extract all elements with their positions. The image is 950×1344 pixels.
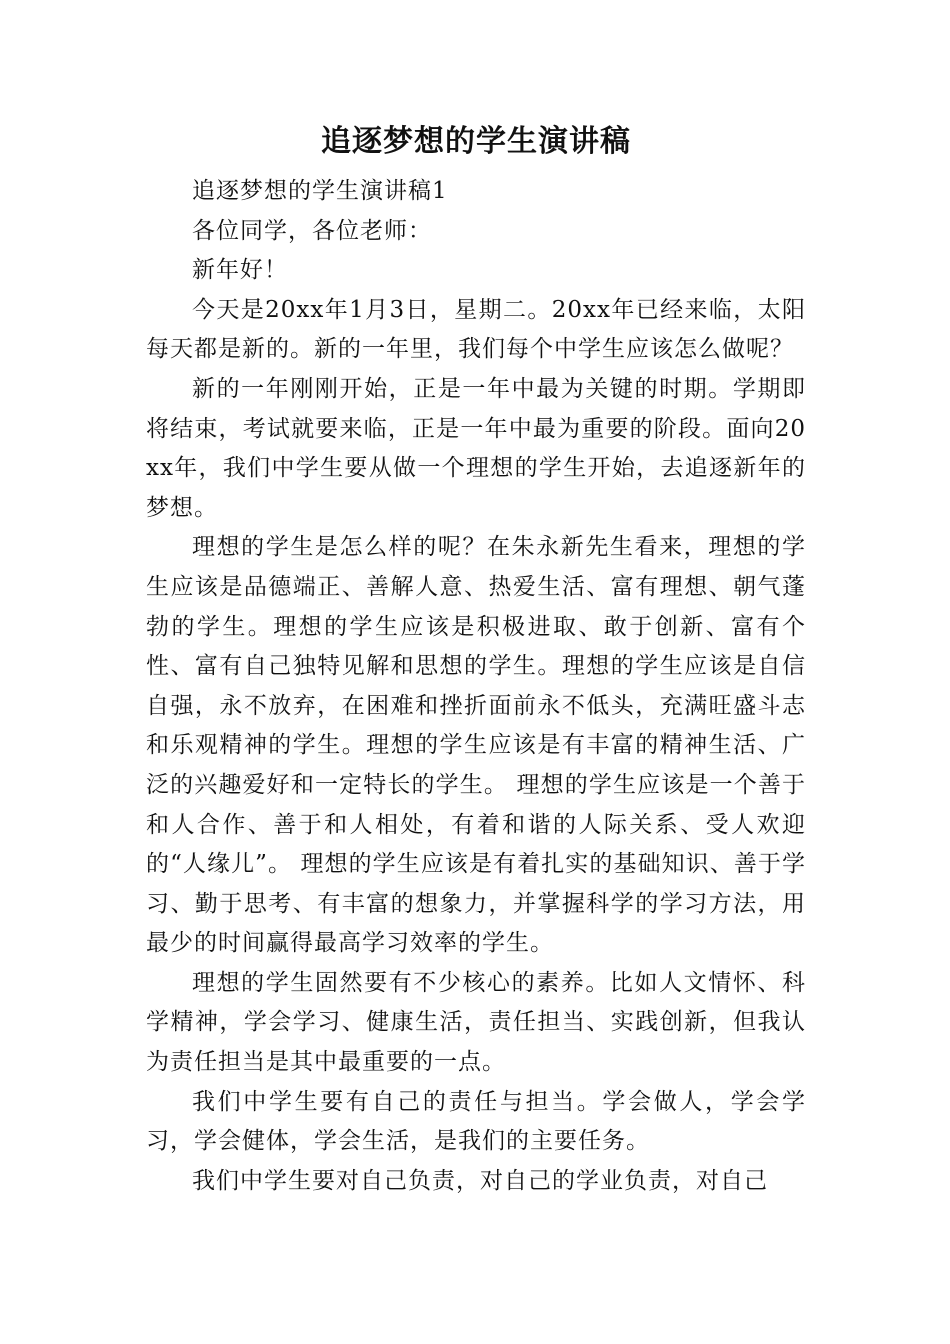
body-paragraph: 今天是20xx年1月3日，星期二。20xx年已经来临，太阳每天都是新的。新的一年里，我们每个中学生应该怎么做呢？ xyxy=(146,296,806,363)
body-paragraph: 我们中学生要对自己负责，对自己的学业负责，对自己 xyxy=(192,1167,768,1194)
body-paragraph: 理想的学生是怎么样的呢？在朱永新先生看来，理想的学生应该是品德端正、善解人意、热爱生活、富有理想、朝气蓬勃的学生。理想的学生应该是积极进取、敢于创新、富有个性、富有自己独特见解和思想的学生。理想的学生应该是自信自强，永不放弃，在困难和挫折面前永不低头，充满旺盛斗志和乐观精神的学生。理想的学生应该是有丰富的精神生活、广泛的兴趣爱好和一定特长的学生。 理想的学生应该是一个善于和人合作、善于和人相处，有着和谐的人际关系、受人欢迎的“人缘儿”。 理想的学生应该是有着扎实的基础知识、善于学习、勤于思考、有丰富的想象力，并掌握科学的学习方法，用最少的时间赢得最高学习效率的学生。 xyxy=(146,534,806,957)
body-paragraph: 新的一年刚刚开始，正是一年中最为关键的时期。学期即将结束，考试就要来临，正是一年中最为重要的阶段。面向20xx年，我们中学生要从做一个理想的学生开始，去追逐新年的梦想。 xyxy=(146,375,806,521)
subtitle-paragraph: 追逐梦想的学生演讲稿1 xyxy=(192,178,448,204)
document-title: 追逐梦想的学生演讲稿 xyxy=(321,124,631,159)
salutation-paragraph: 各位同学，各位老师： xyxy=(192,217,432,244)
document-page xyxy=(146,118,806,1201)
body-paragraph: 理想的学生固然要有不少核心的素养。比如人文情怀、科学精神，学会学习、健康生活，责任担当、实践创新，但我认为责任担当是其中最重要的一点。 xyxy=(146,969,806,1076)
greeting-paragraph: 新年好！ xyxy=(192,257,288,284)
body-paragraph: 我们中学生要有自己的责任与担当。学会做人，学会学习，学会健体，学会生活，是我们的主要任务。 xyxy=(146,1088,806,1155)
